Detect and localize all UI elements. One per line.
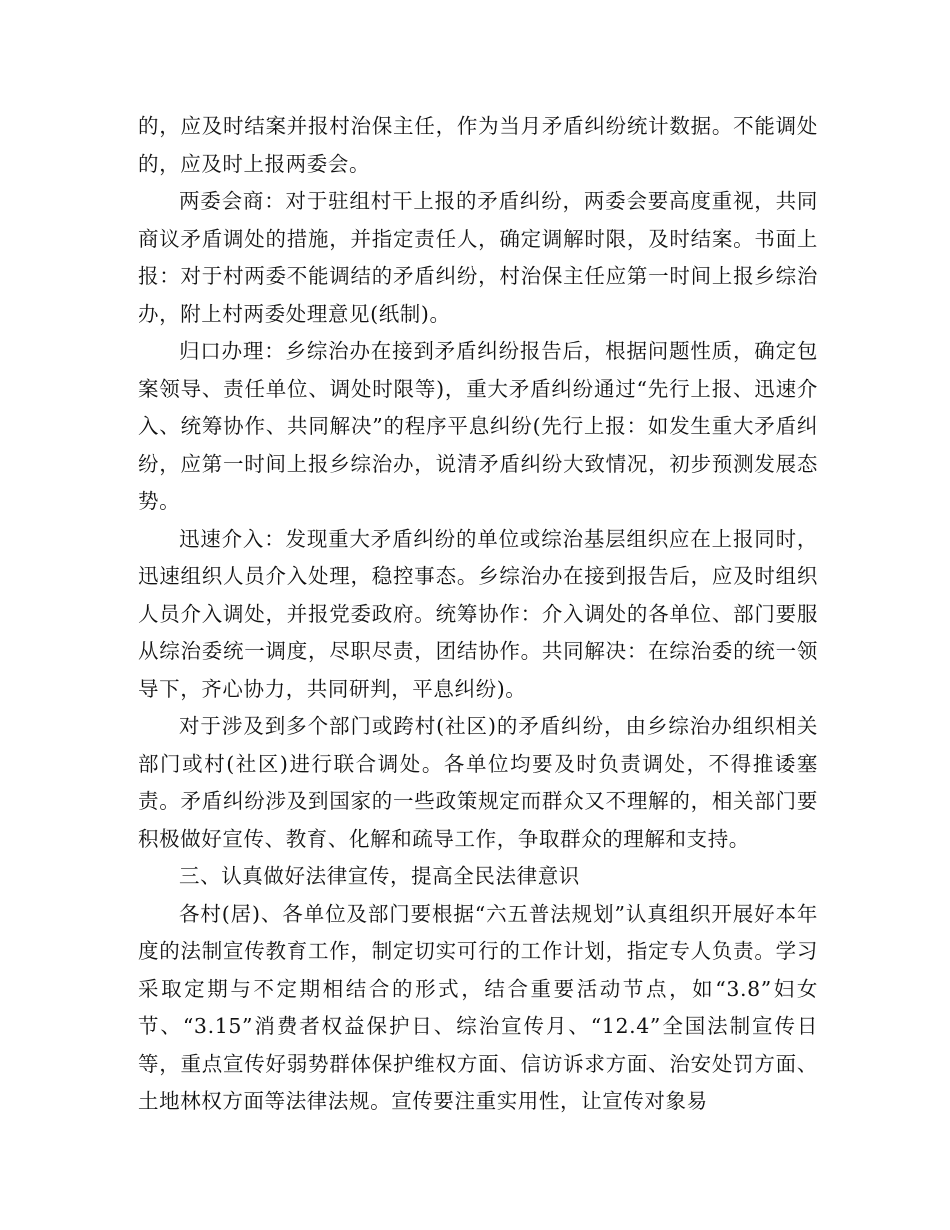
paragraph-joint-mediation: 对于涉及到多个部门或跨村(社区)的矛盾纠纷，由乡综治办组织相关部门或村(社区)进行联合调处。各单位均要及时负责调处，不得推诿塞责。矛盾纠纷涉及到国家的一些政策规定而群众又不理解的，相关部门要积极做好宣传、教育、化解和疏导工作，争取群众的理解和支持。	[138, 714, 818, 851]
document-page	[138, 108, 818, 1121]
paragraph-continuation: 的，应及时结案并报村治保主任，作为当月矛盾纠纷统计数据。不能调处的，应及时上报两委会。	[138, 114, 818, 176]
paragraph-rapid-intervention: 迅速介入：发现重大矛盾纠纷的单位或综治基层组织应在上报同时，迅速组织人员介入处理，稳控事态。乡综治办在接到报告后，应及时组织人员介入调处，并报党委政府。统筹协作：介入调处的各单位、部门要服从综治委统一调度，尽职尽责，团结协作。共同解决：在综治委的统一领导下，齐心协力，共同研判，平息纠纷)。	[138, 526, 818, 701]
section-heading-legal-publicity: 三、认真做好法律宣传，提高全民法律意识	[179, 864, 580, 888]
paragraph-legal-publicity: 各村(居)、各单位及部门要根据“六五普法规划”认真组织开展好本年度的法制宣传教育工作，制定切实可行的工作计划，指定专人负责。学习采取定期与不定期相结合的形式，结合重要活动节点，如“3.8”妇女节、“3.15”消费者权益保护日、综治宣传月、“12.4”全国法制宣传日等，重点宣传好弱势群体保护维权方面、信访诉求方面、治安处罚方面、土地林权方面等法律法规。宣传要注重实用性，让宣传对象易	[138, 901, 818, 1113]
paragraph-centralized-handling: 归口办理：乡综治办在接到矛盾纠纷报告后，根据问题性质，确定包案领导、责任单位、调处时限等)，重大矛盾纠纷通过“先行上报、迅速介入、统筹协作、共同解决”的程序平息纠纷(先行上报：如发生重大矛盾纠纷，应第一时间上报乡综治办，说清矛盾纠纷大致情况，初步预测发展态势。	[138, 339, 818, 513]
paragraph-two-committee-consultation: 两委会商：对于驻组村干上报的矛盾纠纷，两委会要高度重视，共同商议矛盾调处的措施，并指定责任人，确定调解时限，及时结案。书面上报：对于村两委不能调结的矛盾纠纷，村治保主任应第一时间上报乡综治办，附上村两委处理意见(纸制)。	[138, 189, 818, 326]
